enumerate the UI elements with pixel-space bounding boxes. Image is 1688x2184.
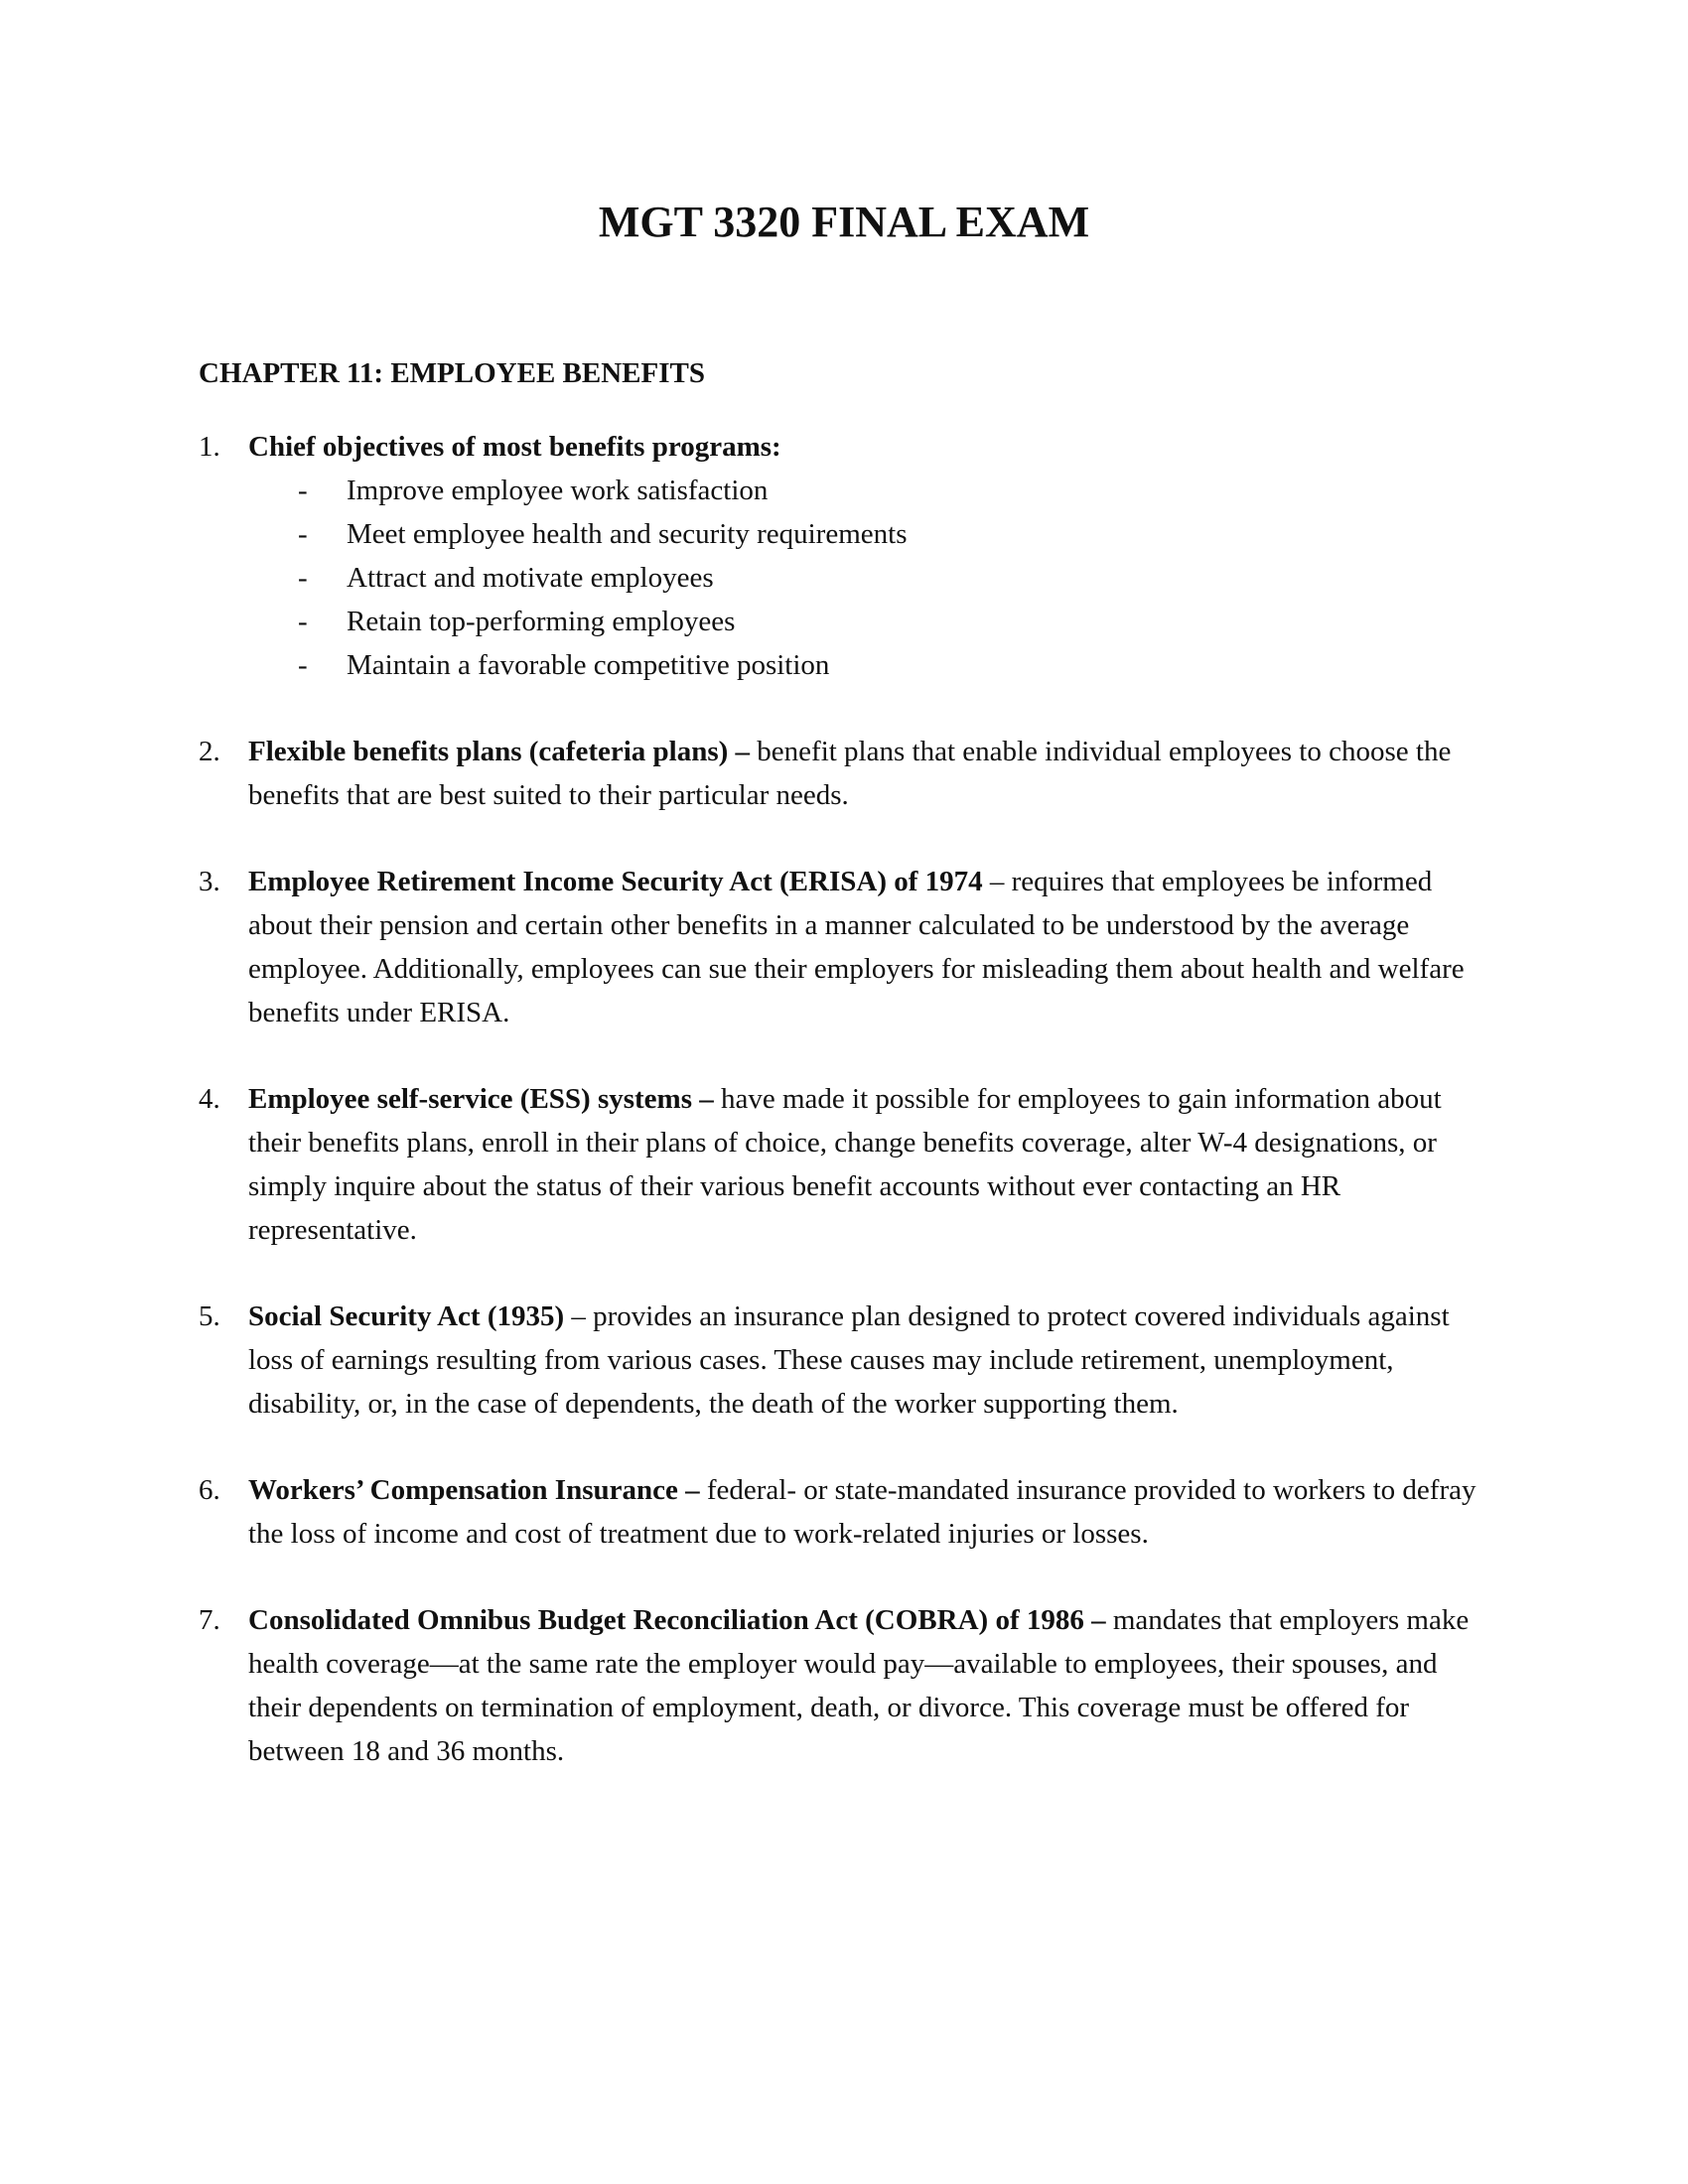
bullet-text: Attract and motivate employees: [347, 562, 714, 594]
exam-notes-list: [199, 425, 1489, 1816]
item-term: Chief objectives of most benefits programs:: [248, 431, 781, 463]
item-number: 4.: [199, 1083, 220, 1115]
bullet-item: [248, 556, 1489, 600]
dash-bullet: -: [298, 562, 308, 594]
item-number: 6.: [199, 1474, 220, 1506]
list-item-4: [199, 1077, 1489, 1252]
chapter-heading: CHAPTER 11: EMPLOYEE BENEFITS: [199, 357, 705, 389]
bullet-item: [248, 512, 1489, 556]
item-term: Social Security Act (1935): [248, 1300, 565, 1332]
item-number: 2.: [199, 736, 220, 767]
list-item-1: [199, 425, 1489, 687]
bullet-item: [248, 469, 1489, 512]
dash-bullet: -: [298, 475, 308, 506]
list-item-3: [199, 860, 1489, 1034]
bullet-text: Maintain a favorable competitive position: [347, 649, 830, 681]
item-definition: – provides an insurance plan designed to protect covered individuals against loss of earnings resulting from various cases. These causes may include retirement, unemployment, disability, or, in the case of dependents, the death of the worker supporting them.: [248, 1300, 1450, 1420]
bullet-text: Improve employee work satisfaction: [347, 475, 769, 506]
objectives-bullet-list: [248, 469, 1489, 687]
list-item-6: [199, 1468, 1489, 1556]
item-number: 3.: [199, 866, 220, 897]
item-term: Workers’ Compensation Insurance –: [248, 1474, 700, 1506]
item-number: 1.: [199, 431, 220, 463]
item-definition: benefit plans that enable individual employees to choose the benefits that are best suited to their particular needs.: [248, 736, 1452, 811]
item-term: Consolidated Omnibus Budget Reconciliation Act (COBRA) of 1986 –: [248, 1604, 1106, 1636]
list-item-7: [199, 1598, 1489, 1773]
page-title: MGT 3320 FINAL EXAM: [598, 198, 1090, 246]
item-number: 5.: [199, 1300, 220, 1332]
item-number: 7.: [199, 1604, 220, 1636]
list-item-5: [199, 1295, 1489, 1426]
item-term: Employee Retirement Income Security Act (ERISA) of 1974: [248, 866, 983, 897]
bullet-item: [248, 600, 1489, 643]
dash-bullet: -: [298, 649, 308, 681]
item-definition: have made it possible for employees to gain information about their benefits plans, enroll in their plans of choice, change benefits coverage, alter W-4 designations, or simply inquire about the status of their various benefit accounts without ever contacting an HR representative.: [248, 1083, 1442, 1246]
dash-bullet: -: [298, 518, 308, 550]
item-definition: federal- or state-mandated insurance provided to workers to defray the loss of income and cost of treatment due to work-related injuries or losses.: [248, 1474, 1477, 1550]
bullet-item: [248, 643, 1489, 687]
list-item-2: [199, 730, 1489, 817]
item-definition: – requires that employees be informed about their pension and certain other benefits in a manner calculated to be understood by the average employee. Additionally, employees can sue their employers for misleading them about health and welfare benefits under ERISA.: [248, 866, 1465, 1028]
item-term: Employee self-service (ESS) systems –: [248, 1083, 714, 1115]
bullet-text: Meet employee health and security requirements: [347, 518, 908, 550]
item-definition: mandates that employers make health coverage—at the same rate the employer would pay—available to employees, their spouses, and their dependents on termination of employment, death, or divorce. This coverage must be offered for between 18 and 36 months.: [248, 1604, 1470, 1767]
bullet-text: Retain top-performing employees: [347, 606, 736, 637]
item-term: Flexible benefits plans (cafeteria plans) –: [248, 736, 751, 767]
dash-bullet: -: [298, 606, 308, 637]
